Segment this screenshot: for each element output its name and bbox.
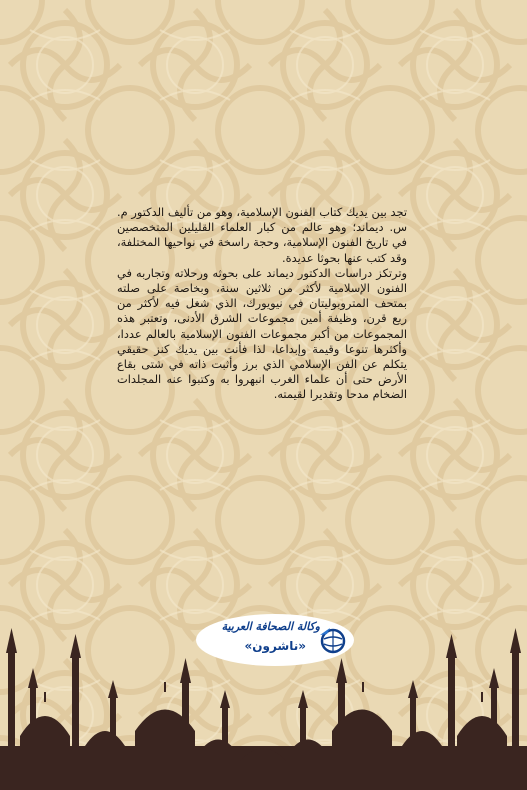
globe-bird-logo-icon xyxy=(318,625,348,655)
publisher-name: وكالة الصحافة العربية xyxy=(221,620,320,633)
blurb-paragraph-2: وترتكز دراسات الدكتور ديماند على بحوثه ورحلاته وتجاربه في الفنون الإسلامية لأكثر من ثلاثين سنة، وبخاصة على صلته بمتحف المتروبوليتان في نيويورك، الذي شغل فيه لأكثر من ربع قرن، وظيفة أمين مجموعات الشرق الأدنى، وتعتبر هذه المجموعات من أكبر مجموعات الفنون الإسلامية بالعالم عددا، وأكثرها تنوعا وقيمة وإبداعا، لذا فأنت بين يديك كنز حقيقي يتكلم عن الفن الإسلامي الذي برز وأثبت ذاته في شتى بقاع الأرض حتى أن علماء الغرب انبهروا به وكتبوا عنه المجلدات الضخام مدحا وتقديرا لقيمته. xyxy=(117,265,407,402)
back-cover-blurb xyxy=(117,205,407,403)
publisher-subtitle: «ناشرون» xyxy=(244,639,306,653)
publisher-badge xyxy=(196,614,354,666)
blurb-paragraph-1: تجد بين يديك كتاب الفنون الإسلامية، وهو من تأليف الدكتور م. س. ديماند؛ وهو عالم من كبار العلماء القليلين المتخصصين في تاريخ الفنون الإسلامية، وحجة راسخة في نواحيها المختلفة، وقد كتب عنها بحوثا عديدة. xyxy=(117,205,407,265)
